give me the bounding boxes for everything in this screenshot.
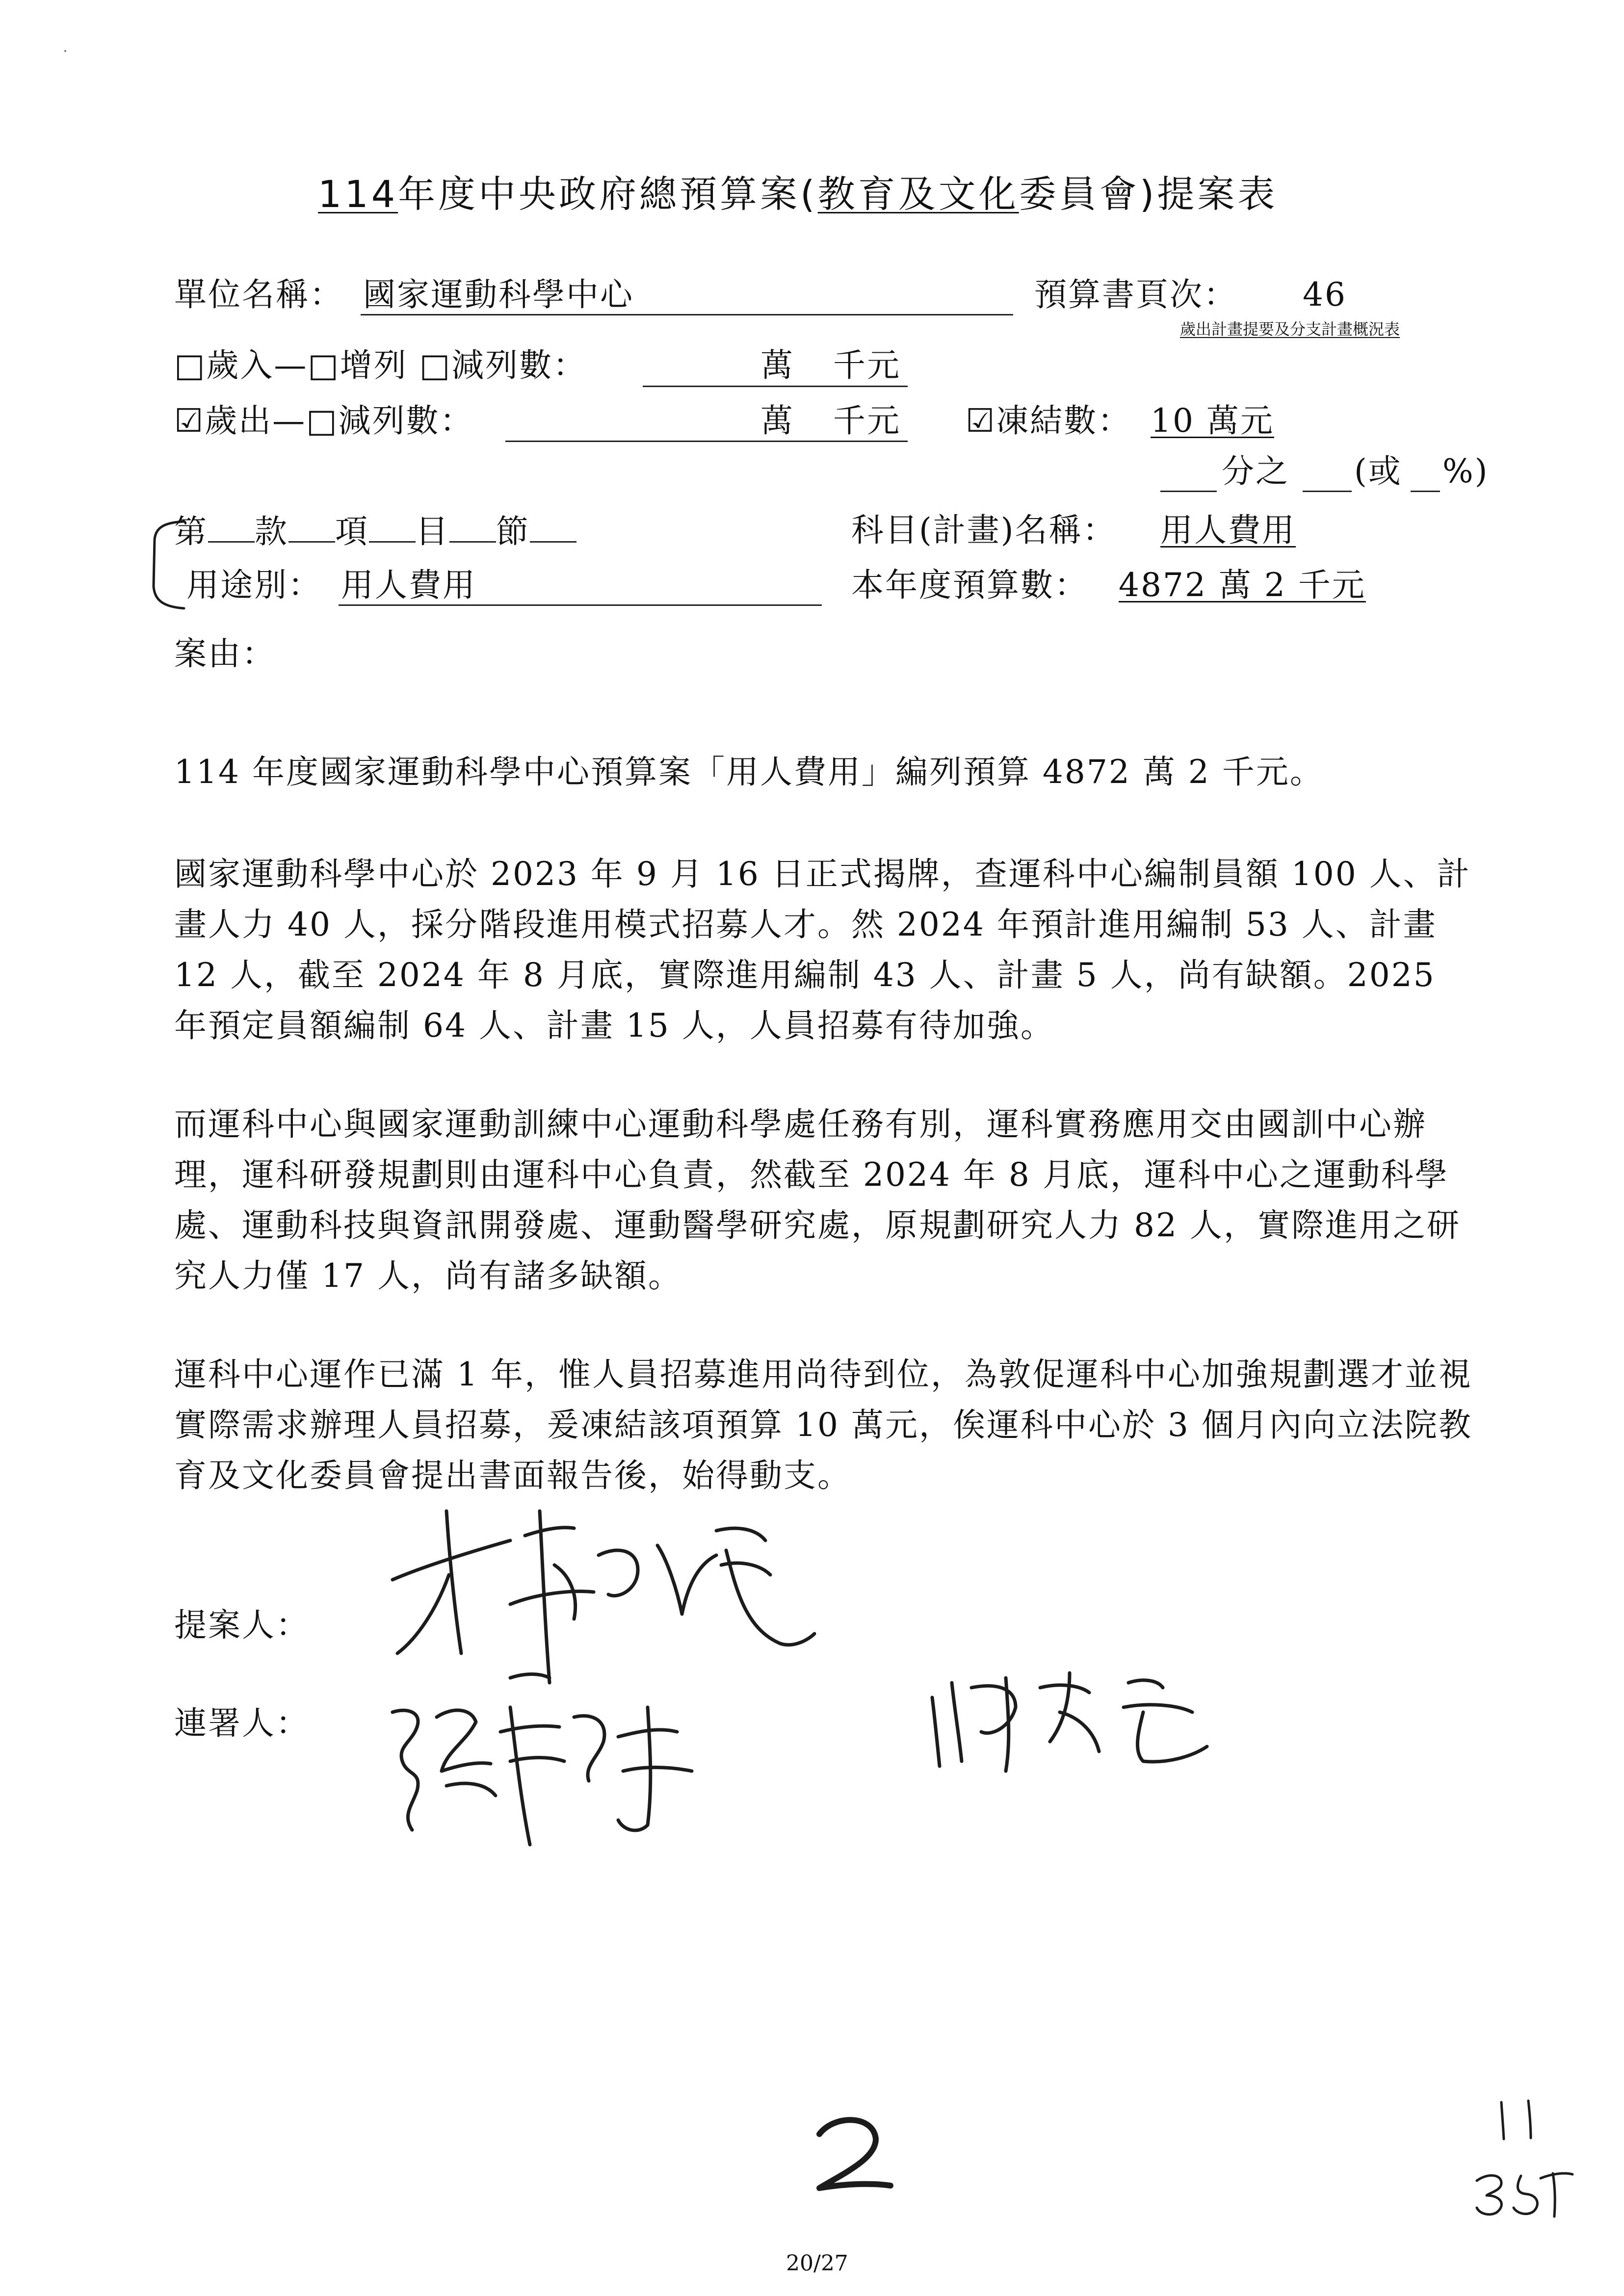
- section-di: 第: [174, 513, 208, 550]
- reason-paragraph-2: 國家運動科學中心於 2023 年 9 月 16 日正式揭牌，查運科中心編制員額 100 人、計畫人力 40 人，採分階段進用模式招募人才。然 2024 年預計進用編制 53 人、計畫 12 人，截至 2024 年 8 月底，實際進用編制 43 人、計畫 5 人，尚有缺額。2025 年預定員額編制 64 人、計畫 15 人，人員招募有待加強。: [174, 855, 1471, 1044]
- reason-paragraph-3: 而運科中心與國家運動訓練中心運動科學處任務有別，運科實務應用交由國訓中心辦理，運科研發規劃則由運科中心負責，然截至 2024 年 8 月底，運科中心之運動科學處、運動科技與資訊開發處、運動醫學研究處，原規劃研究人力 82 人，實際進用之研究人力僅 17 人，尚有諸多缺額。: [174, 1105, 1461, 1295]
- fraction-numerator-blank: [1160, 491, 1217, 492]
- fraction-or-open: (或: [1354, 452, 1402, 490]
- budget-label: 本年度預算數：: [851, 566, 1088, 604]
- fraction-percent-blank: [1411, 491, 1440, 492]
- unit-label: 單位名稱：: [174, 276, 343, 313]
- proposer-label: 提案人：: [174, 1606, 310, 1644]
- cosigner-signature-1: [373, 1678, 726, 1864]
- subject-label: 科目(計畫)名稱：: [851, 511, 1117, 549]
- margin-note-11: [1487, 2095, 1555, 2144]
- freeze-value: 10 萬元: [1151, 402, 1274, 440]
- reason-paragraph-4: 運科中心運作已滿 1 年，惟人員招募進用尚待到位，為敦促運科中心加強規劃選才並視實際需求辦理人員招募，爰凍結該項預算 10 萬元，俟運科中心於 3 個月內向立法院教育及文化委員會提出書面報告後，始得動支。: [174, 1356, 1472, 1494]
- margin-note-351: [1467, 2159, 1580, 2222]
- expense-unit-wan: 萬: [760, 402, 794, 440]
- section-codes: [174, 514, 576, 548]
- section-xiang: 項: [335, 513, 369, 550]
- unit-name-underline: [361, 314, 1013, 315]
- title-year: 114: [318, 172, 398, 216]
- page-ref-value: 46: [1303, 276, 1347, 313]
- title-committee: 教育及文化: [817, 172, 1019, 216]
- title-part2: 委員會)提案表: [1019, 172, 1278, 216]
- budget-value: 4872 萬 2 千元: [1119, 566, 1366, 604]
- usage-underline: [339, 604, 822, 606]
- page-ref-note: 歲出計畫提要及分支計畫概況表: [1180, 320, 1400, 339]
- reason-label: 案由：: [174, 635, 276, 673]
- subject-value: 用人費用: [1160, 511, 1296, 549]
- expense-amount-underline: [505, 441, 908, 442]
- unit-name: 國家運動科學中心: [363, 276, 634, 313]
- revenue-checkbox-row: □歲入—□增列 □減列數：: [174, 346, 587, 384]
- freeze-label: ☑凍結數：: [966, 402, 1132, 440]
- page-title: [318, 172, 1278, 216]
- usage-label: 用途別：: [186, 566, 322, 604]
- proposer-signature: [363, 1491, 824, 1697]
- fraction-percent: %): [1442, 452, 1489, 490]
- section-kuan: 款: [255, 513, 288, 550]
- section-jie: 節: [496, 513, 530, 550]
- revenue-amount-underline: [643, 386, 908, 387]
- fraction-fen-zhi: 分之: [1222, 452, 1289, 490]
- expense-checkbox-row: ☑歲出—□減列數：: [174, 402, 474, 440]
- cosigner-label: 連署人：: [174, 1704, 310, 1742]
- title-part1: 年度中央政府總預算案(: [398, 172, 818, 216]
- handwritten-page-number: [805, 2110, 903, 2198]
- scan-mark: ·: [63, 42, 68, 60]
- reason-paragraph-1: 114 年度國家運動科學中心預算案「用人費用」編列預算 4872 萬 2 千元。: [174, 753, 1324, 791]
- expense-unit-qianyuan: 千元: [833, 402, 901, 440]
- revenue-unit-qianyuan: 千元: [833, 346, 901, 384]
- usage-value: 用人費用: [341, 566, 476, 604]
- fraction-denominator-blank: [1303, 491, 1352, 492]
- page-ref-label: 預算書頁次：: [1034, 276, 1237, 313]
- cosigner-signature-2: [913, 1658, 1227, 1776]
- page-footer: 20/27: [786, 2251, 848, 2276]
- section-mu: 目: [416, 513, 449, 550]
- revenue-unit-wan: 萬: [760, 346, 794, 384]
